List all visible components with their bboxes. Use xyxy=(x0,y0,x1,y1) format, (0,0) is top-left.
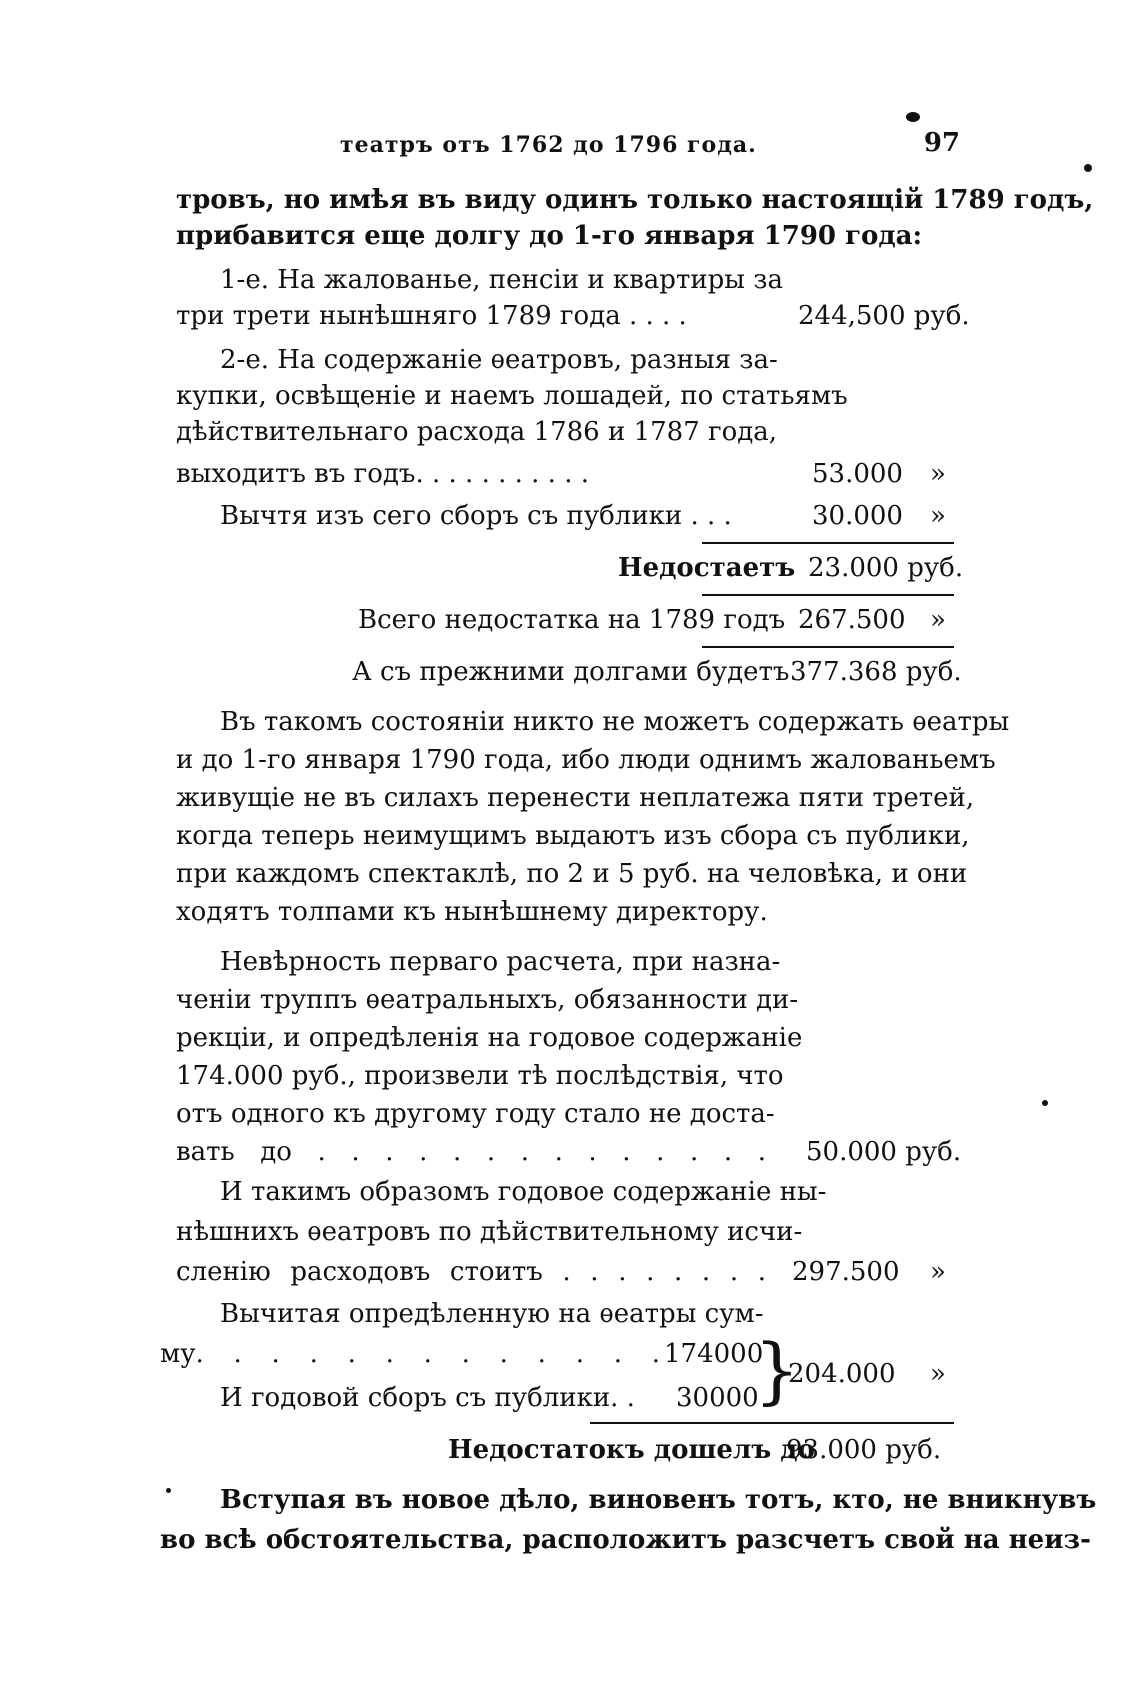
item1-amount: 244,500 руб. xyxy=(798,301,970,331)
para3-line-2: нѣшнихъ ѳеатровъ по дѣйствительному исчи- xyxy=(176,1217,803,1247)
sum-rule-3 xyxy=(702,646,954,648)
ink-speck-3 xyxy=(166,1488,171,1493)
subtraction-sum-unit: » xyxy=(930,1359,946,1389)
item2-line-4: выходитъ въ годъ. . . . . . . . . . . xyxy=(176,459,590,489)
para2-line-5: отъ одного къ другому году стало не доста- xyxy=(176,1099,775,1129)
item2-amount: 53.000 xyxy=(812,459,903,489)
ink-speck-2 xyxy=(1042,1100,1048,1106)
para2-line-3: рекціи, и опредѣленія на годовое содержаніе xyxy=(176,1023,803,1053)
curly-brace: } xyxy=(754,1328,800,1412)
ink-blot xyxy=(906,112,920,122)
total-1789-amount-unit: » xyxy=(930,605,946,635)
subtraction-line-1: Вычитая опредѣленную на ѳеатры сум- xyxy=(220,1299,764,1329)
total-1789-amount: 267.500 xyxy=(798,605,906,635)
sum-rule-2 xyxy=(702,594,954,596)
item2-line-2: купки, освѣщеніе и наемъ лошадей, по статьямъ xyxy=(176,381,848,411)
para1-line-1: Въ такомъ состояніи никто не можетъ содержать ѳеатры xyxy=(220,707,1010,737)
para2-line-1: Невѣрность перваго расчета, при назна- xyxy=(220,947,781,977)
para3-line-1: И такимъ образомъ годовое содержаніе ны- xyxy=(220,1177,827,1207)
final-shortfall-label: Недостатокъ дошелъ до xyxy=(448,1435,815,1465)
item2-amount-unit: » xyxy=(930,459,946,489)
page-number: 97 xyxy=(923,128,960,158)
para2-line-4: 174.000 руб., произвели тѣ послѣдствія, что xyxy=(176,1061,784,1091)
para1-line-4: когда теперь неимущимъ выдаютъ изъ сбора съ публики, xyxy=(176,821,970,851)
shortfall-label: Недостаетъ xyxy=(618,553,796,583)
para2-line-6: вать до . . . . . . . . . . . . . . xyxy=(176,1137,766,1167)
intro-line-1: тровъ, но имѣя въ виду одинъ только настоящій 1789 годъ, xyxy=(176,185,1094,215)
para3-line-3: сленію расходовъ стоитъ . . . . . . . . xyxy=(176,1257,766,1287)
item2-line-1: 2-е. На содержаніе ѳеатровъ, разныя за- xyxy=(220,345,778,375)
subtract-label: Вычтя изъ сего сборъ съ публики . . . xyxy=(220,501,732,531)
para1-line-6: ходятъ толпами къ нынѣшнему директору. xyxy=(176,897,768,927)
subtract-amount-unit: » xyxy=(930,501,946,531)
with-debts-amount: 377.368 руб. xyxy=(790,657,962,687)
intro-line-2: прибавится еще долгу до 1-го января 1790 года: xyxy=(176,221,923,251)
para2-line-2: ченіи труппъ ѳеатральныхъ, обязанности ди- xyxy=(176,985,799,1015)
closing-line-1: Вступая въ новое дѣло, виновенъ тотъ, кто, не вникнувъ xyxy=(220,1485,1097,1515)
subtract-amount: 30.000 xyxy=(812,501,903,531)
para1-line-2: и до 1-го января 1790 года, ибо люди однимъ жалованьемъ xyxy=(176,745,996,775)
final-shortfall-amount: 93.000 руб. xyxy=(786,1435,942,1465)
subtraction-amount-174000: 174000 xyxy=(664,1339,764,1369)
item1-line-2: три трети нынѣшняго 1789 года . . . . xyxy=(176,301,687,331)
ink-speck-1 xyxy=(1084,164,1092,172)
subtraction-line-2: му. . . . . . . . . . . . . xyxy=(160,1339,660,1369)
with-debts-label: А съ прежними долгами будетъ xyxy=(352,657,790,687)
sum-rule-4 xyxy=(590,1422,954,1424)
item2-line-3: дѣйствительнаго расхода 1786 и 1787 года, xyxy=(176,417,778,447)
running-title: театръ отъ 1762 до 1796 года. xyxy=(340,132,757,158)
subtraction-sum: 204.000 xyxy=(788,1359,896,1389)
para1-line-3: живущіе не въ силахъ перенести неплатежа пяти третей, xyxy=(176,783,975,813)
closing-line-2: во всѣ обстоятельства, расположитъ разсчетъ свой на неиз- xyxy=(160,1525,1091,1555)
sum-rule-1 xyxy=(702,542,954,544)
para2-amount: 50.000 руб. xyxy=(806,1137,962,1167)
para1-line-5: при каждомъ спектаклѣ, по 2 и 5 руб. на человѣка, и они xyxy=(176,859,968,889)
shortfall-amount: 23.000 руб. xyxy=(808,553,964,583)
para3-amount-unit: » xyxy=(930,1257,946,1287)
page-header xyxy=(340,128,960,168)
subtraction-line-3: И годовой сборъ съ публики. . xyxy=(220,1383,635,1413)
subtraction-amount-30000: 30000 xyxy=(676,1383,759,1413)
item1-line-1: 1-е. На жалованье, пенсіи и квартиры за xyxy=(220,265,783,295)
total-1789-label: Всего недостатка на 1789 годъ xyxy=(358,605,786,635)
para3-amount: 297.500 xyxy=(792,1257,900,1287)
